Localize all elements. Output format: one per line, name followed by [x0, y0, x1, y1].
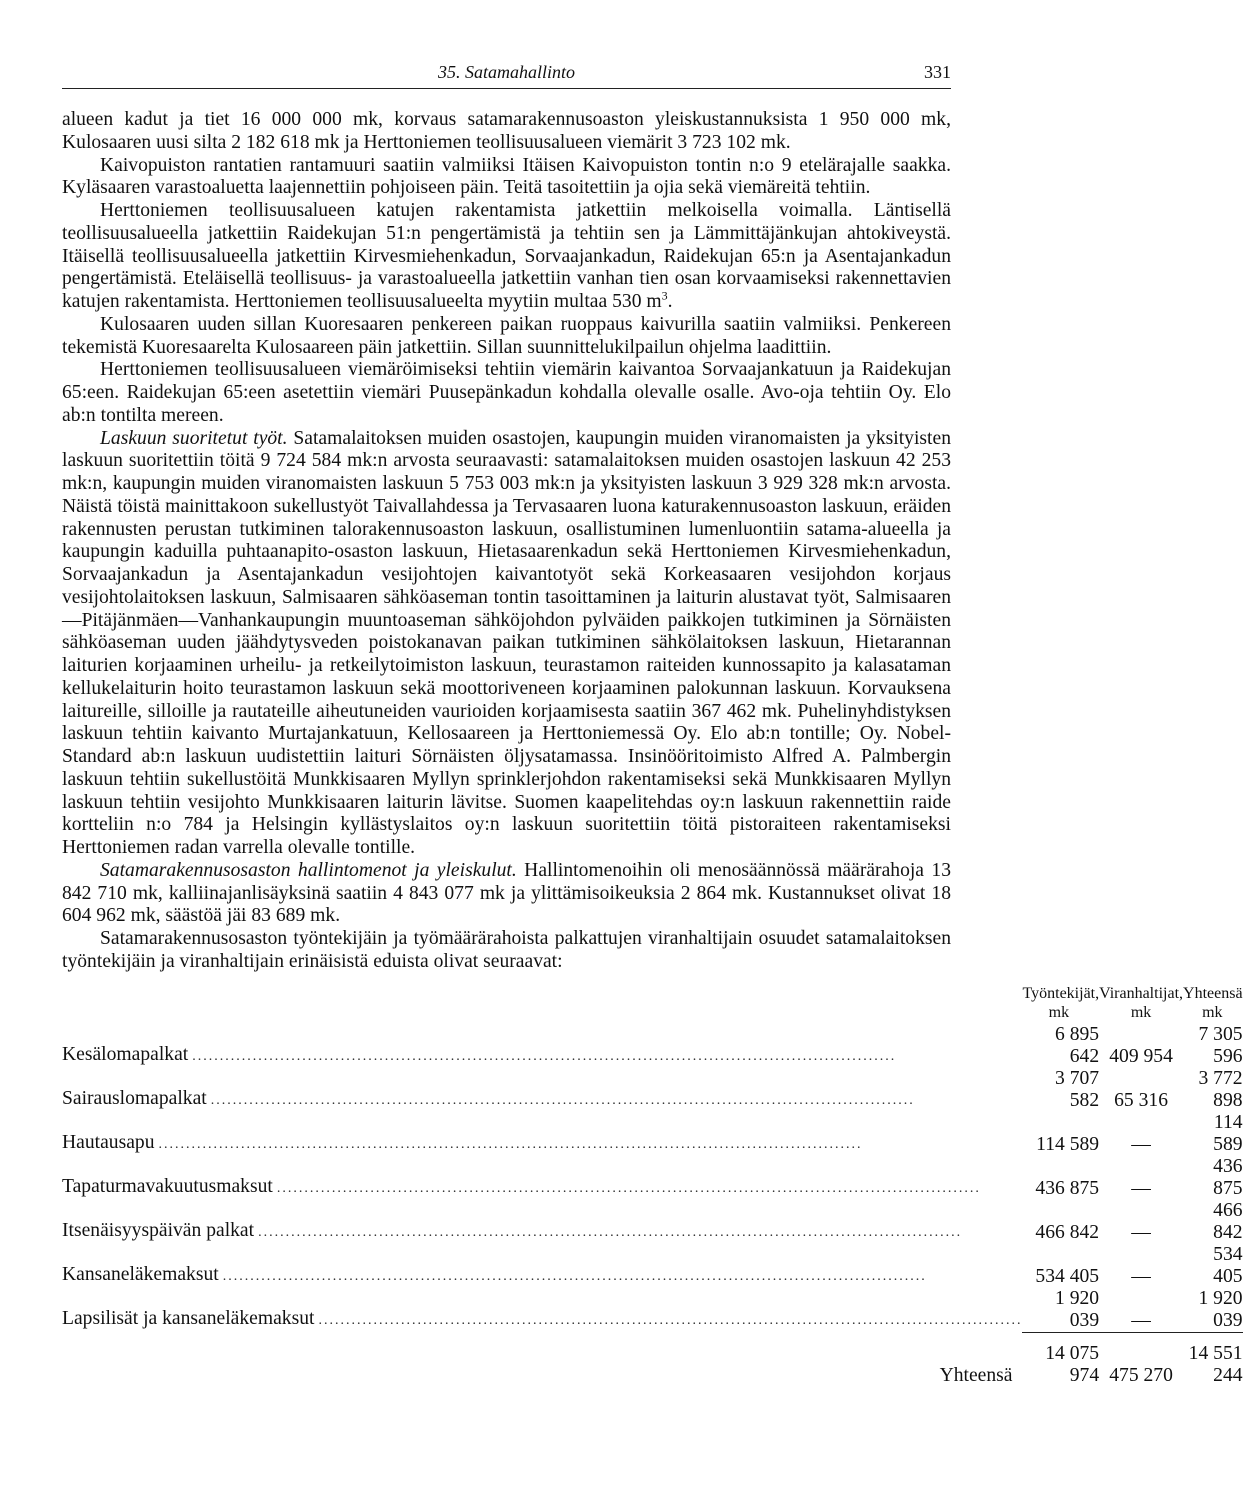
body-text [62, 109, 1243, 1387]
cell-grand-total: 14 551 244 [1188, 1342, 1243, 1386]
cell-total: 3 772 898 [1198, 1067, 1243, 1111]
cell-total: 534 405 [1213, 1243, 1243, 1287]
cell-officials: 409 954 [1109, 1045, 1173, 1067]
column-header-workers: Työntekijät, mk [1022, 984, 1100, 1021]
paragraph: Kaivopuiston rantatien rantamuuri saatiin valmiiksi Itäisen Kaivopuiston tontin n:o 9 etelärajalle saakka. Kyläsaaren varastoaluetta laajennettiin pohjoiseen päin. Teitä tasoitettiin ja ojia sekä viemäreitä tehtiin. [62, 154, 951, 199]
paragraph: Laskuun suoritetut työt. Satamalaitoksen muiden osastojen, kaupungin muiden viranomaisten ja yksityisten laskuun suoritettiin töitä 9 724 584 mk:n arvosta seuraavasti: satamalaitoksen muiden osastojen laskuun 42 253 mk:n, kaupungin muiden viranomaisten laskuun 5 753 003 mk:n ja yksityisten laskuun 3 929 328 mk:n arvosta. Näistä töistä mainittakoon sukellustyöt Taivallahdessa ja Tervasaaren luona katurakennusoaston laskuun, eräiden rakennusten perustan tutkiminen talorakennusoaston laskuun, osallistuminen lumenluontiin satama-alueella ja kaupungin kaduilla puhtaanapito-osaston laskuun, Hietasaarenkadun sekä Herttoniemen Kirvesmiehenkadun, Sorvaajankadun ja Asentajankadun vesijohtojen kaivantotyöt sekä Korkeasaaren vesijohdon korjaus vesijohtolaitoksen laskuun, Salmisaaren sähköaseman tontin tasoittaminen ja laiturin alustavat työt, Salmisaaren—Pitäjänmäen—Vanhankaupungin muuntoaseman sähköjohdon pylväiden paikkojen tutkiminen ja Sörnäisten sähköaseman uuden jäähdytysveden poistokanavan paikan tutkiminen sähkölaitoksen laskuun, Hietarannan laiturien korjaaminen urheilu- ja retkeilytoimiston laskuun, teurastamon raiteiden kunnossapito ja kalasataman kellukelaiturin hoito teurastamon laskuun sekä moottoriveneen korjaaminen palokunnan laskuun. Korvauksena laitureille, silloille ja rautateille aiheutuneiden vaurioiden korjaamisesta saatiin 367 462 mk. Puhelinyhdistyksen laskuun tehtiin kaivanto Murtajankatuun, Kellosaareen ja Herttoniemessä Oy. Elo ab:n tontille; Oy. Nobel-Standard ab:n laskuun uudistettiin laituri Sörnäisten öljysatamassa. Insinööritoimisto Alfred A. Palmbergin laskuun tehtiin sukellustöitä Munkkisaaren Myllyn sprinklerjohdon rakentamiseksi sekä Munkkisaaren Myllyn laskuun tehtiin vesijohto Munkkisaaren laiturin lävitse. Suomen kaapelitehdas oy:n laskuun rakennettiin raide kortteliin n:o 784 ja Helsingin kyllästyslaitos oy:n laskuun suoritettiin töitä pistoraiteen rakentamiseksi Herttoniemen radan varrella olevalle tontille. [62, 427, 951, 858]
row-label: Kesälomapalkat [62, 1043, 189, 1065]
row-label: Lapsilisät ja kansaneläkemaksut [62, 1308, 315, 1329]
cell-total: 436 875 [1213, 1155, 1243, 1199]
table-row [62, 1024, 1243, 1068]
benefits-table [62, 984, 1243, 1387]
section-lead: Satamarakennusosaston hallintomenot ja yleiskulut. [100, 859, 517, 881]
paragraph: Satamarakennusosaston työntekijäin ja työmäärärahoista palkattujen viranhaltijain osuudet satamalaitoksen työntekijäin ja viranhaltijain erinäisistä eduista olivat seuraavat: [62, 928, 951, 972]
cell-total: 7 305 596 [1198, 1023, 1243, 1067]
table-row [62, 1112, 1243, 1156]
cell-officials-total: 475 270 [1109, 1364, 1173, 1386]
cell-officials: — [1131, 1133, 1151, 1155]
running-head [62, 62, 951, 89]
cell-total: 1 920 039 [1198, 1287, 1243, 1331]
table-row [62, 1244, 1243, 1288]
running-head-title: 35. Satamahallinto [437, 62, 575, 82]
cell-total: 114 589 [1213, 1111, 1243, 1155]
cell-officials: 65 316 [1114, 1089, 1168, 1111]
paragraph: alueen kadut ja tiet 16 000 000 mk, korvaus satamarakennusoaston yleiskustannuksista 1 950 000 mk, Kulosaaren uusi silta 2 182 618 mk ja Herttoniemen teollisuusalueen viemärit 3 723 102 mk. [62, 109, 951, 153]
cell-officials: — [1131, 1177, 1151, 1199]
cell-workers: 114 589 [1036, 1133, 1100, 1155]
row-label: Sairauslomapalkat [62, 1087, 207, 1109]
cell-workers: 436 875 [1035, 1177, 1100, 1199]
cell-officials: — [1131, 1265, 1151, 1287]
table-row [62, 1068, 1243, 1112]
table-row [62, 1288, 1243, 1333]
superscript: 3 [661, 288, 668, 303]
section-lead: Laskuun suoritetut työt. [100, 427, 288, 449]
cell-workers: 1 920 039 [1055, 1287, 1100, 1331]
column-header-officials: Viranhaltijat, mk [1099, 984, 1184, 1021]
table-total-row [62, 1333, 1243, 1387]
row-label: Tapaturmavakuutusmaksut [62, 1175, 273, 1197]
table-row [62, 1156, 1243, 1200]
total-label: Yhteensä [939, 1364, 1013, 1386]
cell-workers: 534 405 [1035, 1265, 1100, 1287]
cell-officials: — [1131, 1309, 1151, 1331]
cell-workers: 6 895 642 [1055, 1023, 1100, 1067]
row-label: Itsenäisyyspäivän palkat [62, 1219, 255, 1241]
cell-workers: 3 707 582 [1055, 1067, 1100, 1111]
paragraph: Satamarakennusosaston hallintomenot ja yleiskulut. Hallintomenoihin oli menosäännössä määrärahoja 13 842 710 mk, kalliinajanlisäyksinä saatiin 4 843 077 mk ja ylittämisoikeuksia 2 864 mk. Kustannukset olivat 18 604 962 mk, säästöä jäi 83 689 mk. [62, 859, 951, 927]
column-header-total: Yhteensä mk [1183, 984, 1243, 1021]
paragraph: Herttoniemen teollisuusalueen katujen rakentamista jatkettiin melkoisella voimalla. Läntisellä teollisuusalueella jatkettiin Raidekujan 51:n pengertämistä ja tehtiin sen ja Lämmittäjänkujan ahtokiveystä. Itäisellä teollisuusalueella jatkettiin Kirvesmiehenkadun, Sorvaajankadun, Raidekujan 65:n ja Asentajankadun pengertämistä. Eteläisellä teollisuus- ja varastoalueella jatkettiin vanhan tien osan korvaamiseksi rakennettavien katujen rakentamista. Herttoniemen teollisuusalueelta myytiin multaa 530 $m^3$. [62, 200, 951, 312]
paragraph: Kulosaaren uuden sillan Kuoresaaren penkereen paikan ruoppaus kaivurilla saatiin valmiiksi. Penkereen tekemistä Kuoresaarelta Kulosaareen päin jatkettiin. Sillan suunnittelukilpailun ohjelma laadittiin. [62, 313, 951, 358]
paragraph: Herttoniemen teollisuusalueen viemäröimiseksi tehtiin viemärin kaivantoa Sorvaajankatuun ja Raidekujan 65:een. Raidekujan 65:een asetettiin viemäri Puusepänkadun kohdalla olevalle osalle. Avo-oja tehtiin Oy. Elo ab:n tontilta mereen. [62, 359, 951, 426]
cell-total: 466 842 [1213, 1199, 1243, 1243]
table-header-row [62, 984, 1243, 1024]
cell-workers: 466 842 [1035, 1221, 1100, 1243]
table-row [62, 1200, 1243, 1244]
cell-officials: — [1131, 1221, 1151, 1243]
row-label: Kansaneläkemaksut [62, 1263, 219, 1285]
page-number: 331 [924, 62, 951, 82]
cell-workers-total: 14 075 974 [1045, 1342, 1100, 1386]
row-label: Hautausapu [62, 1131, 155, 1153]
